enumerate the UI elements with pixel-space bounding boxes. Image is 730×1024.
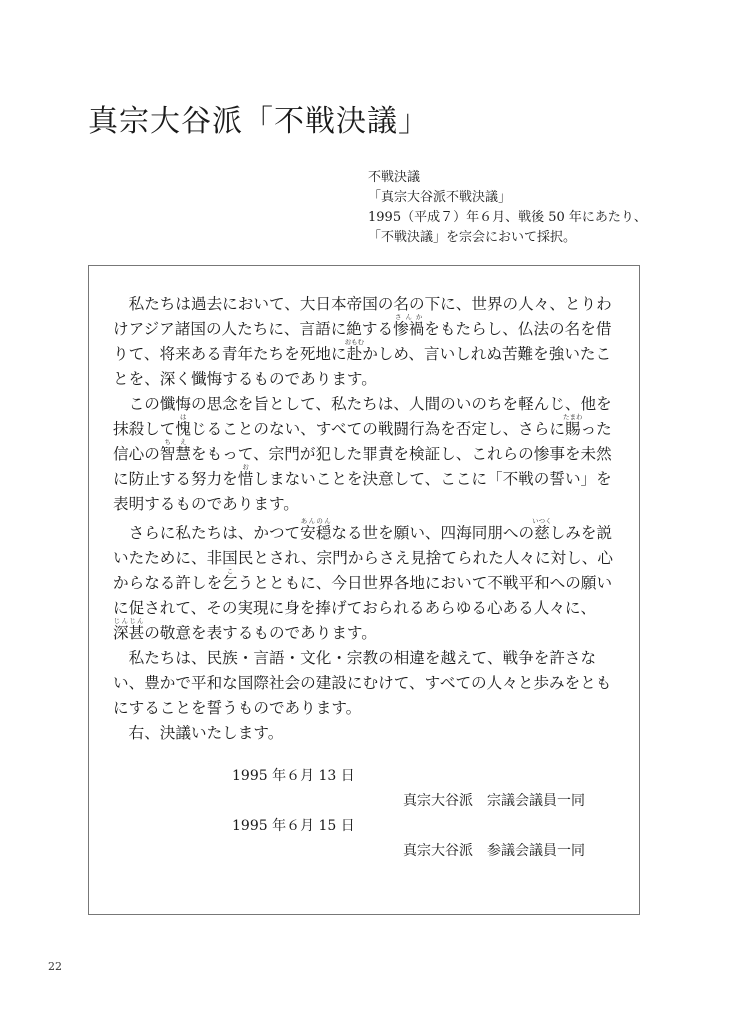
- signatory-first: 真宗大谷派 宗議会議員一同: [403, 793, 585, 809]
- resolution-text: [113, 292, 619, 746]
- info-line-name: 不戦決議: [368, 170, 421, 185]
- ruby-chie: 智慧ちえ: [159, 438, 191, 463]
- ruby-ko: 乞こ: [222, 567, 238, 592]
- ruby-o: 惜お: [237, 463, 254, 488]
- ruby-annon: 安穏あんのん: [300, 517, 332, 542]
- ruby-sanka: 惨禍さんか: [393, 313, 425, 338]
- ruby-omomu: 赴おもむ: [344, 338, 365, 363]
- ruby-ha: 愧は: [175, 413, 191, 438]
- date-second: 1995 年６月 15 日: [232, 818, 355, 834]
- info-line-adoption: 「不戦決議」を宗会において採択。: [368, 230, 577, 245]
- paragraph-4: 私たちは、民族・言語・文化・宗教の相違を越えて、戦争を許さない、豊かで平和な国際社会の建設にむけて、すべての人々と歩みをともにすることを誓うものであります。: [113, 649, 612, 717]
- closing-line: 右、決議いたします。: [128, 724, 284, 742]
- paragraph-1: 私たちは過去において、大日本帝国の名の下に、世界の人々、とりわけアジア諸国の人たちに、言語に絶する惨禍さんかをもたらし、仏法の名を借りて、将来ある青年たちを死地に赴おもむかしめ、言いしれぬ苦難を強いたことを、深く懺悔するものであります。: [113, 295, 612, 388]
- date-first: 1995 年６月 13 日: [232, 768, 355, 784]
- page-number: 22: [48, 960, 62, 973]
- resolution-info: [368, 168, 647, 248]
- info-line-date: 1995（平成７）年６月、戦後 50 年にあたり、: [368, 210, 647, 225]
- paragraph-2: この懺悔の思念を旨として、私たちは、人間のいのちを軽んじ、他を抹殺して愧はじることのない、すべての戦闘行為を否定し、さらに賜たまわった信心の智慧ちえをもって、宗門が犯した罪責を検証し、これらの惨事を未然に防止する努力を惜おしまないことを決意して、ここに「不戦の誓い」を表明するものであります。: [113, 395, 612, 513]
- info-line-formal-name: 「真宗大谷派不戦決議」: [368, 190, 512, 205]
- page-title: 真宗大谷派「不戦決議」: [88, 104, 429, 139]
- ruby-tamawa: 賜たまわ: [563, 413, 583, 438]
- ruby-jinjin: 深甚じんじん: [113, 617, 145, 642]
- signatory-second: 真宗大谷派 参議会議員一同: [403, 843, 585, 859]
- ruby-itsuku: 慈いつく: [532, 517, 552, 542]
- paragraph-3: さらに私たちは、かつて安穏あんのんなる世を願い、四海同朋への慈いつくしみを説いたために、非国民とされ、宗門からさえ見捨てられた人々に対し、心からなる許しを乞こうとともに、今日世界各地において不戦平和への願いに促されて、その実現に身を捧げておられるあらゆる心ある人々に、深甚じんじんの敬意を表するものであります。: [113, 517, 613, 642]
